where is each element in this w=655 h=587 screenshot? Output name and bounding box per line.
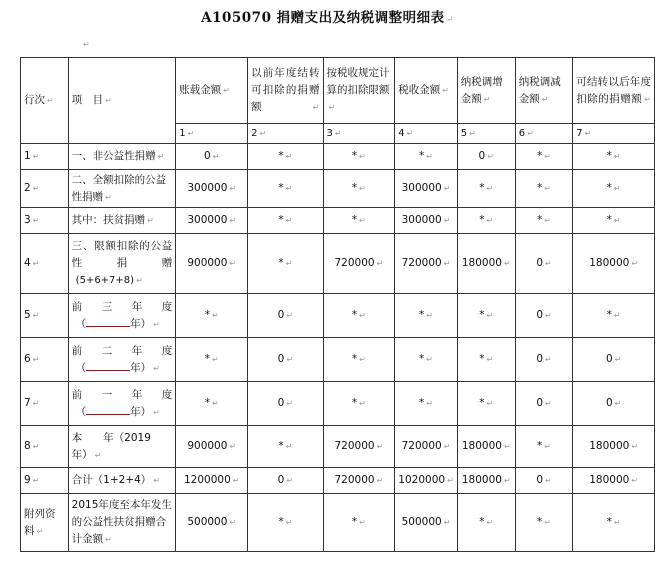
table-row (21, 294, 655, 338)
header-c7: 可结转以后年度扣除的捐赠额 ↵ (573, 58, 655, 124)
cell-value: 720000 ↵ (323, 234, 395, 294)
header-c2: 以前年度结转可扣除的捐赠额 ↵ (248, 58, 323, 124)
cell-value: * ↵ (248, 426, 323, 468)
cell-value: * ↵ (323, 170, 395, 208)
table-row (21, 170, 655, 208)
header-c4: 税收金额 ↵ (395, 58, 457, 124)
cell-value: 0 ↵ (248, 468, 323, 494)
cell-value: 180000 ↵ (457, 234, 515, 294)
row-number: 2 ↵ (21, 170, 69, 208)
header-c1: 账载金额 ↵ (176, 58, 248, 124)
cell-value: 0 ↵ (515, 382, 573, 426)
col-number: 5 ↵ (457, 124, 515, 144)
cell-value: * ↵ (248, 234, 323, 294)
header-c6: 纳税调减金额 ↵ (515, 58, 573, 124)
table-row (21, 468, 655, 494)
year-blank (86, 370, 130, 371)
cell-value: * ↵ (395, 338, 457, 382)
cell-value: 0 ↵ (515, 294, 573, 338)
cell-value: * ↵ (323, 382, 395, 426)
cell-value: * ↵ (323, 144, 395, 170)
cell-value: 500000 ↵ (176, 494, 248, 552)
row-item: 三、限额扣除的公益性捐赠 (5+6+7+8) ↵ (68, 234, 176, 294)
paragraph-mark: ↵ (446, 15, 454, 24)
cell-value: 180000 ↵ (573, 468, 655, 494)
row-item: 合计（1+2+4） ↵ (68, 468, 176, 494)
cell-value: * ↵ (248, 170, 323, 208)
cell-value: * ↵ (323, 338, 395, 382)
cell-value: 0 ↵ (515, 338, 573, 382)
cell-value: 1200000 ↵ (176, 468, 248, 494)
row-item: 二、全额扣除的公益性捐赠 ↵ (68, 170, 176, 208)
col-number: 6 ↵ (515, 124, 573, 144)
row-number: 4 ↵ (21, 234, 69, 294)
table-row (21, 494, 655, 552)
cell-value: * ↵ (457, 294, 515, 338)
cell-value: 180000 ↵ (457, 468, 515, 494)
cell-value: 180000 ↵ (573, 234, 655, 294)
year-blank (86, 326, 130, 327)
header-hangci: 行次 ↵ (21, 58, 69, 144)
row-item: 一、非公益性捐赠 ↵ (68, 144, 176, 170)
cell-value: * ↵ (395, 294, 457, 338)
cell-value: 300000 ↵ (176, 208, 248, 234)
row-number: 6 ↵ (21, 338, 69, 382)
cell-value: 900000 ↵ (176, 426, 248, 468)
cell-value: * ↵ (323, 208, 395, 234)
col-number: 1 ↵ (176, 124, 248, 144)
cell-value: 0 ↵ (515, 468, 573, 494)
cell-value: * ↵ (515, 494, 573, 552)
cell-value: * ↵ (395, 144, 457, 170)
cell-value: 720000 ↵ (395, 234, 457, 294)
row-item: 前三年度 （ 年） ↵ (68, 294, 176, 338)
table-row (21, 338, 655, 382)
cell-value: * ↵ (176, 338, 248, 382)
row-item: 其中：扶贫捐赠 ↵ (68, 208, 176, 234)
row-number: 附列资料 ↵ (21, 494, 69, 552)
donation-table (20, 57, 655, 552)
cell-value: * ↵ (573, 294, 655, 338)
col-number: 3 ↵ (323, 124, 395, 144)
cell-value: 0 ↵ (457, 144, 515, 170)
cell-value: * ↵ (176, 294, 248, 338)
cell-value: 180000 ↵ (573, 426, 655, 468)
table-row (21, 208, 655, 234)
cell-value: * ↵ (457, 494, 515, 552)
col-number: 2 ↵ (248, 124, 323, 144)
cell-value: 0 ↵ (573, 382, 655, 426)
cell-value: * ↵ (573, 170, 655, 208)
paragraph-mark: ↵ (83, 40, 90, 49)
cell-value: * ↵ (248, 144, 323, 170)
cell-value: * ↵ (515, 208, 573, 234)
row-number: 1 ↵ (21, 144, 69, 170)
cell-value: 500000 ↵ (395, 494, 457, 552)
cell-value: 720000 ↵ (395, 426, 457, 468)
cell-value: * ↵ (457, 338, 515, 382)
col-number: 4 ↵ (395, 124, 457, 144)
cell-value: * ↵ (323, 494, 395, 552)
row-number: 7 ↵ (21, 382, 69, 426)
row-item: 前一年度 （ 年） ↵ (68, 382, 176, 426)
cell-value: 0 ↵ (248, 382, 323, 426)
cell-value: * ↵ (323, 294, 395, 338)
cell-value: 300000 ↵ (395, 208, 457, 234)
row-item: 2015年度至本年发生的公益性扶贫捐赠合计金额 ↵ (68, 494, 176, 552)
cell-value: * ↵ (176, 382, 248, 426)
year-blank (86, 414, 130, 415)
cell-value: * ↵ (515, 144, 573, 170)
cell-value: 900000 ↵ (176, 234, 248, 294)
cell-value: 0 ↵ (515, 234, 573, 294)
page-title (0, 6, 655, 26)
cell-value: 0 ↵ (573, 338, 655, 382)
cell-value: 720000 ↵ (323, 426, 395, 468)
cell-value: * ↵ (457, 170, 515, 208)
header-row (21, 58, 655, 124)
row-number: 8 ↵ (21, 426, 69, 468)
cell-value: 720000 ↵ (323, 468, 395, 494)
title-text: A105070 捐赠支出及纳税调整明细表 (201, 10, 445, 26)
cell-value: * ↵ (573, 144, 655, 170)
header-xiangmu: 项 目 ↵ (68, 58, 176, 144)
cell-value: * ↵ (515, 170, 573, 208)
cell-value: * ↵ (457, 382, 515, 426)
cell-value: * ↵ (248, 494, 323, 552)
col-number: 7 ↵ (573, 124, 655, 144)
table-row (21, 426, 655, 468)
table-row (21, 144, 655, 170)
cell-value: 180000 ↵ (457, 426, 515, 468)
cell-value: * ↵ (457, 208, 515, 234)
cell-value: 0 ↵ (176, 144, 248, 170)
cell-value: * ↵ (515, 426, 573, 468)
header-c5: 纳税调增金额 ↵ (457, 58, 515, 124)
row-number: 3 ↵ (21, 208, 69, 234)
row-number: 5 ↵ (21, 294, 69, 338)
cell-value: * ↵ (573, 494, 655, 552)
cell-value: 1020000 ↵ (395, 468, 457, 494)
row-item: 前二年度 （ 年） ↵ (68, 338, 176, 382)
cell-value: * ↵ (248, 208, 323, 234)
row-item: 本 年（2019 年） ↵ (68, 426, 176, 468)
table-row (21, 234, 655, 294)
cell-value: * ↵ (395, 382, 457, 426)
cell-value: 300000 ↵ (395, 170, 457, 208)
table-row (21, 382, 655, 426)
cell-value: 0 ↵ (248, 338, 323, 382)
row-number: 9 ↵ (21, 468, 69, 494)
cell-value: 0 ↵ (248, 294, 323, 338)
cell-value: * ↵ (573, 208, 655, 234)
header-c3: 按税收规定计算的扣除限额↵ (323, 58, 395, 124)
cell-value: 300000 ↵ (176, 170, 248, 208)
